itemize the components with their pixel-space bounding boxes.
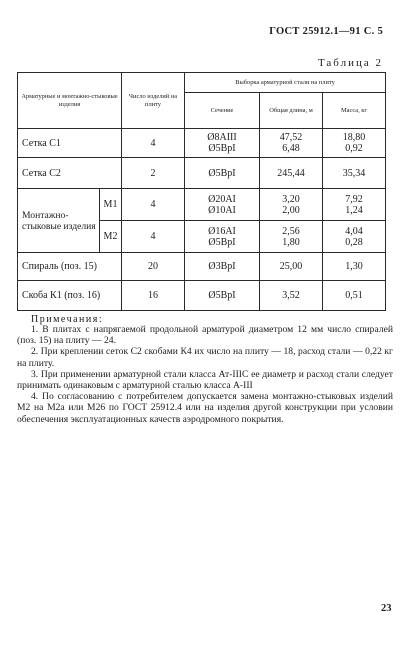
note-item: 4. По согласованию с потребителем допускается замена монтажно-стыковых изделий М2 на М2а или М26 по ГОСТ 25912.4 или на изделия другой конструкции при условии обеспечения эксплуатационных качеств аэродромного покрытия.: [17, 391, 393, 425]
table-row: [18, 158, 386, 189]
note-item: 3. При применении арматурной стали класса Ат-IIIС ее диаметр и расход стали следует принимать одинаковым с арматурной сталью класса А-III: [17, 368, 393, 392]
row-name: Скоба К1 (поз. 16): [18, 281, 122, 311]
row-name: М1: [100, 189, 122, 221]
header-group: Выборка арматурной стали на плиту: [185, 73, 386, 93]
header-count: Число изделий на плиту: [122, 73, 185, 129]
row-sections: Ø20АI Ø10АI: [185, 189, 260, 221]
row-name: Спираль (поз. 15): [18, 253, 122, 281]
row-name: Сетка С2: [18, 158, 122, 189]
header-section: Сечение: [185, 93, 260, 129]
notes: [17, 324, 393, 425]
row-masses: 7,92 1,24: [323, 189, 386, 221]
row-lengths: 47,52 6,48: [260, 129, 323, 158]
group-name: Монтажно-стыковые изделия: [18, 189, 100, 253]
row-lengths: 25,00: [260, 253, 323, 281]
table-row: [18, 281, 386, 311]
table-row: [18, 189, 386, 221]
header-length: Общая длина, м: [260, 93, 323, 129]
note-item: 2. При креплении сеток С2 скобами К4 их число на плиту — 18, расход стали — 0,22 кг на плиту.: [17, 346, 393, 369]
row-sections: Ø5ВрI: [185, 158, 260, 189]
row-name: Сетка С1: [18, 129, 122, 158]
note-item: 1. В плитах с напрягаемой продольной арматурой диаметром 12 мм число спиралей (поз. 15) на плиту — 24.: [17, 324, 393, 347]
row-count: 4: [122, 221, 185, 253]
row-sections: Ø5ВрI: [185, 281, 260, 311]
row-masses: 0,51: [323, 281, 386, 311]
row-name: М2: [100, 221, 122, 253]
row-lengths: 2,56 1,80: [260, 221, 323, 253]
row-count: 20: [122, 253, 185, 281]
row-count: 16: [122, 281, 185, 311]
row-count: 4: [122, 189, 185, 221]
row-sections: Ø8АIII Ø5ВрI: [185, 129, 260, 158]
row-count: 2: [122, 158, 185, 189]
row-lengths: 3,52: [260, 281, 323, 311]
row-sections: Ø16АI Ø5ВрI: [185, 221, 260, 253]
row-lengths: 3,20 2,00: [260, 189, 323, 221]
notes-title: Примечания:: [31, 314, 104, 325]
document-header: ГОСТ 25912.1—91 С. 5: [269, 26, 383, 37]
row-masses: 4,04 0,28: [323, 221, 386, 253]
header-item: Арматурные и монтажно-стыковые изделия: [18, 73, 122, 129]
row-count: 4: [122, 129, 185, 158]
table-caption: Таблица 2: [317, 57, 383, 69]
steel-table: [17, 72, 386, 311]
row-masses: 35,34: [323, 158, 386, 189]
row-masses: 18,80 0,92: [323, 129, 386, 158]
row-masses: 1,30: [323, 253, 386, 281]
row-lengths: 245,44: [260, 158, 323, 189]
row-sections: Ø3ВрI: [185, 253, 260, 281]
page-number: 23: [381, 603, 392, 614]
header-mass: Масса, кг: [323, 93, 386, 129]
table-row: [18, 253, 386, 281]
table-row: [18, 129, 386, 158]
